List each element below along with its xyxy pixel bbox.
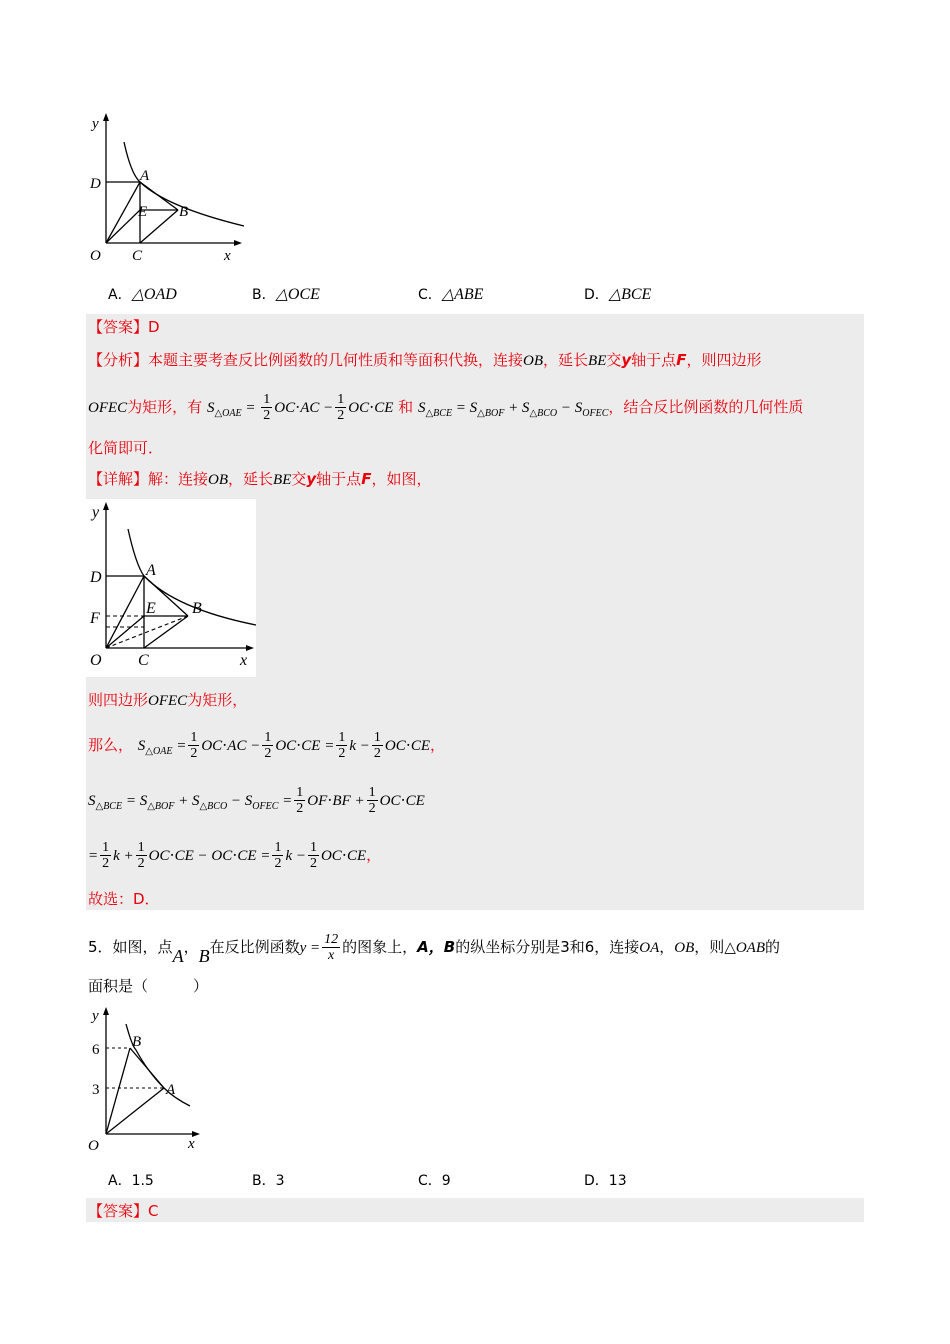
analysis-text-8: 化简即可． — [88, 439, 164, 457]
analysis-text-2: ，延长 — [543, 351, 589, 369]
d3-f4-n: 1 — [373, 730, 381, 745]
q5-choice-b-text: 3 — [275, 1173, 285, 1189]
analysis-s-bce: S — [417, 400, 426, 416]
detail-text-1: 解：连接 — [148, 470, 209, 488]
q4-choice-a-letter: A． — [108, 287, 132, 303]
detail-l3minus: − S — [230, 793, 253, 809]
q5-choice-d[interactable] — [584, 1170, 627, 1190]
analysis-and: 和 — [398, 398, 414, 416]
answer-q5 — [88, 1200, 159, 1222]
analysis-text-5: ，则四边形 — [686, 351, 762, 369]
fig2-label-F: F — [90, 610, 100, 627]
detail-l4t1: k + — [113, 848, 134, 864]
detail-comma-1: ， — [430, 736, 446, 754]
analysis-y: y — [621, 351, 632, 369]
detail-s-oae-sub: △OAE — [145, 746, 173, 757]
analysis-eq1: = — [245, 400, 260, 416]
detail-l2t1: OC⋅AC − — [201, 738, 261, 754]
question-5-line-2 — [88, 975, 208, 997]
fig1-label-O: O — [90, 248, 101, 264]
detail-conclusion: 故选：D． — [88, 890, 160, 908]
detail-ofec: OFEC — [148, 693, 188, 709]
d3-f2-d: 2 — [264, 746, 272, 761]
fig3-tick-3: 3 — [92, 1082, 100, 1098]
analysis-frac2-den: 2 — [337, 408, 345, 423]
analysis-s-bof-sub: △BOF — [477, 408, 505, 419]
q5-text-5: ，则 — [694, 938, 725, 956]
analysis-text-3: 交 — [606, 351, 622, 369]
analysis-s-oae: S — [206, 400, 215, 416]
q5-choice-a[interactable] — [108, 1170, 154, 1190]
detail-line-5 — [88, 840, 381, 871]
q5-oab: △OAB — [724, 940, 766, 956]
detail-line-2 — [88, 689, 247, 712]
q4-choice-c-letter: C． — [418, 287, 442, 303]
q5-choice-c-letter: C． — [418, 1173, 442, 1189]
fig1-label-A: A — [140, 168, 150, 184]
q4-choice-a-text: △OAD — [131, 286, 177, 303]
fig2-label-y: y — [92, 504, 100, 521]
q5-ob: OB — [674, 940, 695, 956]
answer-q4 — [88, 316, 160, 338]
q4-choice-d[interactable] — [584, 284, 651, 304]
fig3-label-O: O — [88, 1138, 99, 1154]
analysis-eq2: = S — [455, 400, 478, 416]
q4-choice-b[interactable] — [252, 284, 320, 304]
detail-s-bce-sub: △BCE — [95, 801, 123, 812]
analysis-line-3 — [88, 437, 163, 459]
q5-choice-d-letter: D． — [584, 1173, 609, 1189]
d3-f3-d: 2 — [338, 746, 346, 761]
d4-f1-n: 1 — [296, 785, 304, 800]
fig2-label-A: A — [146, 562, 156, 579]
detail-l4t4: OC⋅CE — [320, 848, 367, 864]
d5-f1-d: 2 — [102, 856, 110, 871]
detail-l3plus: + S — [178, 793, 200, 809]
detail-s-ofec-sub: OFEC — [252, 801, 279, 812]
detail-line-1 — [88, 468, 431, 491]
question-5: 5．如图，点A，B在反比例函数y = $\frac{12}{x}$ 的图象上，A，B的纵坐标分别是3和6，连接OA，OB，则△OAB的 — [88, 932, 781, 966]
analysis-s-bce-sub: △BCE — [425, 408, 453, 419]
analysis-t1: OC⋅AC − — [274, 400, 334, 416]
q5-text-4: 的纵坐标分别是3和6，连接 — [455, 938, 640, 956]
figure-q5 — [86, 1006, 206, 1154]
q5-choice-a-letter: A． — [108, 1173, 132, 1189]
analysis-ofec: OFEC — [88, 400, 128, 416]
analysis-t2: OC⋅CE — [348, 400, 394, 416]
analysis-s-bco-sub: △BCO — [529, 408, 558, 419]
analysis-minus: − S — [560, 400, 583, 416]
q4-choice-b-text: △OCE — [275, 286, 320, 303]
detail-be: BE — [273, 472, 292, 488]
analysis-plus: + S — [508, 400, 530, 416]
detail-s-bof-sub: △BOF — [147, 801, 175, 812]
q5-choice-b[interactable] — [252, 1170, 285, 1190]
detail-l2t3: k − — [349, 738, 370, 754]
detail-y: y — [306, 470, 317, 488]
detail-s-bco-sub: △BCO — [199, 801, 228, 812]
detail-line-4 — [88, 785, 425, 818]
detail-f: F — [361, 470, 372, 488]
q5-choice-c[interactable] — [418, 1170, 451, 1190]
fig1-label-x: x — [224, 248, 231, 264]
q5-text-3: 的图象上， — [342, 938, 418, 956]
fig1-label-D: D — [90, 176, 101, 192]
answer-q5-tag: 【答案】 — [88, 1202, 149, 1220]
analysis-tag: 【分析】 — [88, 351, 149, 369]
analysis-s-oae-sub: △OAE — [214, 408, 242, 419]
q5-choice-b-letter: B． — [252, 1173, 276, 1189]
q5-choice-d-text: 13 — [608, 1173, 627, 1189]
fig2-label-C: C — [138, 652, 149, 669]
answer-q5-value: C — [148, 1202, 159, 1220]
q5-ab: A，B — [417, 938, 456, 956]
detail-line-3 — [88, 730, 445, 763]
detail-l3t1: OF⋅BF + — [307, 793, 365, 809]
detail-l3eq2: = — [282, 793, 293, 809]
detail-l4t3: k − — [285, 848, 306, 864]
q5-frac-num: 12 — [324, 932, 339, 947]
d5-f3-d: 2 — [274, 856, 282, 871]
d3-f3-n: 1 — [338, 730, 346, 745]
fig3-label-y: y — [92, 1008, 99, 1024]
q5-point-a: A — [172, 946, 184, 966]
d5-f4-d: 2 — [309, 856, 317, 871]
fig1-label-B: B — [179, 204, 189, 220]
fig3-label-A: A — [166, 1082, 176, 1098]
d3-f2-n: 1 — [264, 730, 272, 745]
fig1-label-y: y — [92, 116, 99, 132]
figure-q4-detail — [86, 499, 256, 677]
detail-text-3: 交 — [291, 470, 307, 488]
detail-l4t2: OC⋅CE − OC⋅CE = — [148, 848, 271, 864]
q5-text-6: 的 — [765, 938, 781, 956]
detail-text-7: 为矩形， — [187, 691, 248, 709]
fig3-label-B: B — [132, 1034, 142, 1050]
q5-frac-den: x — [328, 948, 335, 963]
analysis-ob: OB — [523, 353, 544, 369]
analysis-f: F — [676, 351, 687, 369]
detail-text-8: 那么， — [88, 736, 134, 754]
detail-tag: 【详解】 — [88, 470, 149, 488]
detail-s-bce: S — [88, 793, 96, 809]
d5-f1-n: 1 — [102, 840, 110, 855]
q5-text-2: 在反比例函数 — [209, 938, 300, 956]
fig1-label-E: E — [138, 204, 148, 220]
analysis-be: BE — [588, 353, 607, 369]
answer-q4-tag: 【答案】 — [88, 318, 149, 336]
d4-f2-n: 1 — [368, 785, 376, 800]
detail-l2t2: OC⋅CE = — [275, 738, 335, 754]
d5-f2-n: 1 — [137, 840, 145, 855]
detail-text-4: 轴于点 — [316, 470, 362, 488]
analysis-frac2-num: 1 — [337, 392, 345, 407]
q4-choice-c-text: △ABE — [441, 286, 484, 303]
detail-s-oae: S — [137, 738, 146, 754]
detail-text-2: ，延长 — [228, 470, 274, 488]
d3-f1-n: 1 — [190, 730, 198, 745]
q5-choice-c-text: 9 — [441, 1173, 451, 1189]
analysis-s-ofec-sub: OFEC — [582, 408, 609, 419]
q4-choice-d-text: △BCE — [608, 286, 652, 303]
q4-choice-a[interactable] — [108, 284, 177, 304]
q5-choice-a-text: 1.5 — [131, 1173, 154, 1189]
detail-eq-1: = — [176, 738, 187, 754]
analysis-text-4: 轴于点 — [631, 351, 677, 369]
solution-block-q5 — [86, 1198, 864, 1222]
analysis-text-6: 为矩形，有 — [127, 398, 203, 416]
detail-ob: OB — [208, 472, 229, 488]
fig2-label-D: D — [90, 569, 102, 586]
fig2-label-E: E — [146, 600, 156, 617]
q5-oa: OA — [639, 940, 660, 956]
q4-choice-b-letter: B． — [252, 287, 276, 303]
q4-choice-c[interactable] — [418, 284, 483, 304]
d4-f1-d: 2 — [296, 801, 304, 816]
detail-l3eq: = S — [125, 793, 148, 809]
d5-f2-d: 2 — [137, 856, 145, 871]
detail-text-6: 则四边形 — [88, 691, 149, 709]
answer-q4-value: D — [148, 318, 160, 336]
detail-l2t4: OC⋅CE — [384, 738, 431, 754]
q5-y: y = — [299, 940, 321, 956]
analysis-line-2 — [88, 392, 803, 425]
fig2-label-B: B — [192, 600, 202, 617]
d3-f4-d: 2 — [373, 746, 381, 761]
fig2-label-x: x — [240, 652, 248, 669]
q5-text-1: 如图，点 — [112, 938, 173, 956]
analysis-frac1-den: 2 — [263, 408, 271, 423]
q5-sep: ， — [659, 938, 675, 956]
q5-point-b: B — [198, 946, 210, 966]
analysis-frac1-num: 1 — [263, 392, 271, 407]
q5-text-7: 面积是（ ） — [88, 977, 209, 995]
d5-f3-n: 1 — [274, 840, 282, 855]
detail-text-5: ，如图， — [371, 470, 432, 488]
fig3-label-x: x — [188, 1136, 195, 1152]
analysis-text-1: 本题主要考查反比例函数的几何性质和等面积代换，连接 — [148, 351, 524, 369]
detail-comma-2: ， — [366, 846, 382, 864]
detail-line-6 — [88, 888, 160, 910]
q5-number: 5． — [88, 938, 113, 956]
analysis-text-7: ，结合反比例函数的几何性质 — [608, 398, 804, 416]
fig1-label-C: C — [132, 248, 143, 264]
fig2-label-O: O — [90, 652, 102, 669]
q4-choice-d-letter: D． — [584, 287, 609, 303]
figure-q4 — [86, 112, 246, 267]
d4-f2-d: 2 — [368, 801, 376, 816]
d3-f1-d: 2 — [190, 746, 198, 761]
detail-l4eq: = — [88, 848, 99, 864]
detail-l3t2: OC⋅CE — [379, 793, 425, 809]
d5-f4-n: 1 — [309, 840, 317, 855]
fig3-tick-6: 6 — [92, 1042, 100, 1058]
analysis-line-1 — [88, 349, 761, 372]
